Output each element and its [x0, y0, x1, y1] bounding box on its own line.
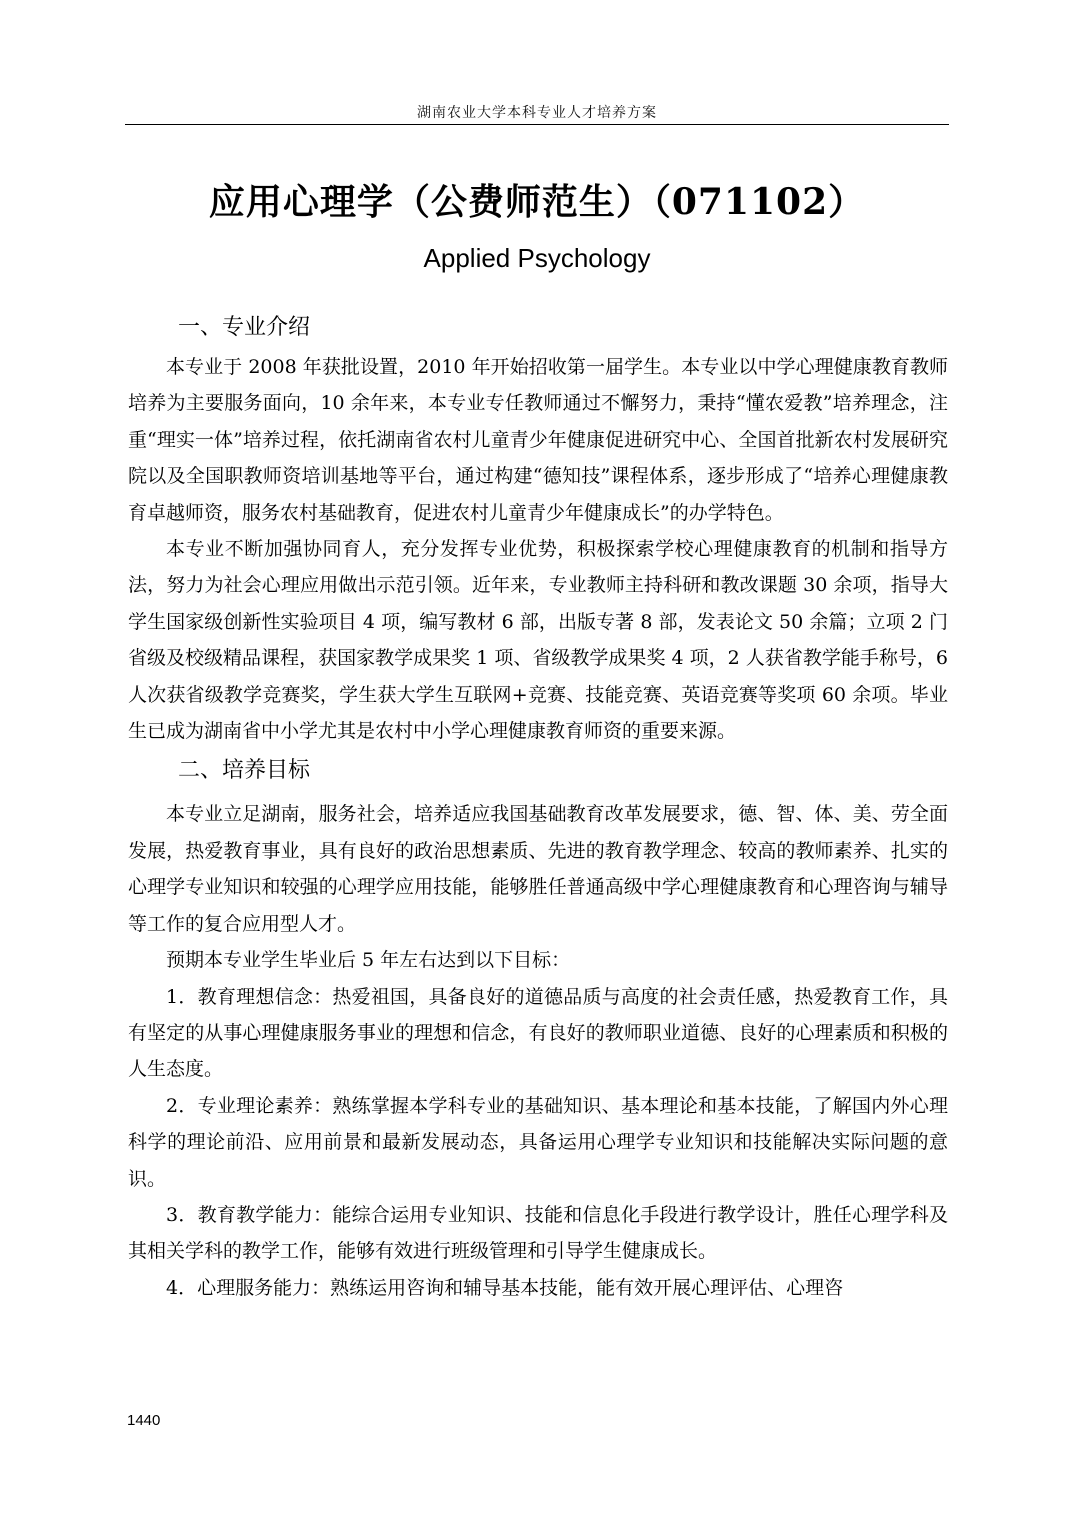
document-title: 应用心理学（公费师范生）（071102）: [208, 181, 866, 223]
page-number: 1440: [127, 1412, 161, 1429]
section-heading-introduction: 一、专业介绍: [178, 315, 311, 340]
section-heading-objectives: 二、培养目标: [178, 758, 311, 784]
paragraph: 本专业于 2008 年获批设置，2010 年开始招收第一届学生。本专业以中学心理健康教育教师培养为主要服务面向，10 余年来，本专业专任教师通过不懈努力，秉持“懂农爱教”培养理念，注重“理实一体”培养过程，依托湖南省农村儿童青少年健康促进研究中心、全国首批新农村发展研究院以及全国职教师资培训基地等平台，通过构建“德知技”课程体系，逐步形成了“培养心理健康教育卓越师资，服务农村基础教育，促进农村儿童青少年健康成长”的办学特色。: [128, 356, 948, 524]
list-item-objective-4: 4．心理服务能力：熟练运用咨询和辅导基本技能，能有效开展心理评估、心理咨: [166, 1276, 844, 1299]
header-rule: [125, 124, 949, 125]
document-subtitle: Applied Psychology: [423, 243, 651, 273]
list-item-objective-1: 1．教育理想信念：热爱祖国，具备良好的道德品质与高度的社会责任感，热爱教育工作，具有坚定的从事心理健康服务事业的理想和信念，有良好的教师职业道德、良好的心理素质和积极的人生态度。: [128, 985, 948, 1081]
paragraph: 预期本专业学生毕业后 5 年左右达到以下目标：: [166, 949, 571, 972]
list-item-objective-2: 2．专业理论素养：熟练掌握本学科专业的基础知识、基本理论和基本技能，了解国内外心理科学的理论前沿、应用前景和最新发展动态，具备运用心理学专业知识和技能解决实际问题的意识。: [128, 1094, 948, 1190]
list-item-objective-3: 3．教育教学能力：能综合运用专业知识、技能和信息化手段进行教学设计，胜任心理学科及其相关学科的教学工作，能够有效进行班级管理和引导学生健康成长。: [128, 1203, 948, 1263]
document-body: [128, 306, 948, 1306]
paragraph: 本专业立足湖南，服务社会，培养适应我国基础教育改革发展要求，德、智、体、美、劳全面发展，热爱教育事业，具有良好的政治思想素质、先进的教育教学理念、较高的教师素养、扎实的心理学专业知识和较强的心理学应用技能，能够胜任普通高级中学心理健康教育和心理咨询与辅导等工作的复合应用型人才。: [128, 803, 948, 935]
paragraph: 本专业不断加强协同育人，充分发挥专业优势，积极探索学校心理健康教育的机制和指导方法，努力为社会心理应用做出示范引领。近年来，专业教师主持科研和教改课题 30 余项，指导大学生国家级创新性实验项目 4 项，编写教材 6 部，出版专著 8 部，发表论文 50 余篇；立项 2 门省级及校级精品课程，获国家教学成果奖 1 项、省级教学成果奖 4 项，2 人获省教学能手称号，6 人次获省级教学竞赛奖，学生获大学生互联网+竞赛、技能竞赛、英语竞赛等奖项 60 余项。毕业生已成为湖南省中小学尤其是农村中小学心理健康教育师资的重要来源。: [128, 538, 948, 743]
running-header: 湖南农业大学本科专业人才培养方案: [417, 105, 657, 121]
